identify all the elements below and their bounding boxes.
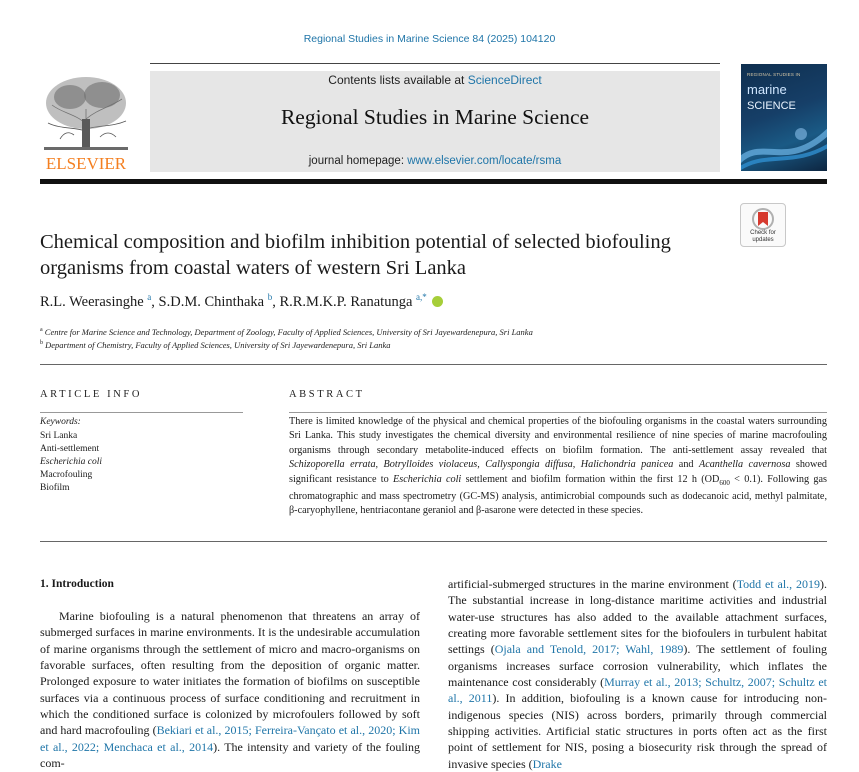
journal-homepage bbox=[150, 155, 720, 167]
keyword-list bbox=[40, 430, 102, 495]
citation-link[interactable]: Bekiari et al., 2015; Ferreira-Vançato et al., 2020; Kim et al., 2022; Menchaca et al., 2014 bbox=[40, 723, 420, 754]
keywords-label: Keywords: bbox=[40, 417, 81, 427]
cover-title-science: SCIENCE bbox=[747, 100, 796, 112]
abstract-span: < 0.1). Following gas chromatographic and mass spectrometry (GC-MS) analysis, antimicrobial compounds such as dodecanoic acid, methyl palmitate, β-caryophyllene, hentriacontane geraniol and β-asarone were detected in these species. bbox=[289, 473, 827, 517]
publisher-wordmark: ELSEVIER bbox=[45, 154, 127, 173]
body-text: ). The settlement of fouling organisms increases surface corrosion vulnerability, which inflates the maintenance cost considerably ( bbox=[448, 642, 827, 690]
keyword-item: Sri Lanka bbox=[40, 431, 78, 441]
section-divider bbox=[40, 364, 827, 365]
keyword-item: Macrofouling bbox=[40, 470, 93, 480]
species-name: Schizoporella errata, Botrylloides violaceus, Callyspongia diffusa, Halichondria panicea bbox=[289, 459, 674, 471]
elsevier-logo bbox=[40, 69, 132, 173]
author-affil-marker[interactable]: b bbox=[267, 292, 273, 302]
sciencedirect-link[interactable]: ScienceDirect bbox=[467, 73, 542, 87]
abstract-text bbox=[289, 415, 827, 519]
article-info-rule bbox=[40, 412, 243, 413]
intro-left-column bbox=[40, 608, 420, 771]
author-affil-marker[interactable]: a bbox=[147, 292, 152, 302]
affiliation bbox=[40, 340, 391, 350]
check-for-updates-label: Check for updates bbox=[750, 230, 776, 243]
contents-prefix: Contents lists available at bbox=[328, 73, 468, 87]
keyword-item: Biofilm bbox=[40, 483, 70, 493]
body-text: ). In addition, biofouling is a known cause for introducing non-indigenous species (NIS) across borders, primarily through commercial shipping activities. Artificial static structures in ports often act as the first point of settlement for NIS, posing a biosecurity risk through the spread of invasive species ( bbox=[448, 691, 827, 771]
article-info-heading: ARTICLE INFO bbox=[40, 389, 143, 400]
citation-link[interactable]: Murray et al., 2013; Schultz, 2007; Schultz et al., 2011 bbox=[448, 675, 827, 706]
body-text: ). The intensity and variety of the fouling com- bbox=[40, 739, 421, 771]
orcid-icon[interactable] bbox=[432, 296, 443, 307]
author-separator: , bbox=[272, 294, 280, 310]
header-top-rule bbox=[150, 63, 720, 64]
species-name: Acanthella cavernosa bbox=[698, 459, 791, 471]
keyword-item: Escherichia coli bbox=[40, 457, 102, 467]
header-thick-rule bbox=[40, 179, 827, 184]
check-for-updates-button[interactable] bbox=[740, 203, 786, 247]
journal-title: Regional Studies in Marine Science bbox=[280, 105, 590, 129]
abstract-span: and bbox=[673, 459, 699, 471]
journal-citation[interactable]: Regional Studies in Marine Science 84 (2025) 104120 bbox=[303, 33, 556, 45]
body-text: Marine biofouling is a natural phenomenon that threatens an array of submerged surfaces in marine environments. It is the undesirable accumulation of marine organisms through the settlement of micro and macro-organisms on favorable surfaces, often resulting from the deposition of organic matter. Prolonged exposure to water initiates the formation of biofilms on susceptible surfaces via a continuous process of surface conditioning and recruitment in which the conditioned surface is colonized by microfoulers followed by soft and hard macrofouling ( bbox=[40, 609, 420, 738]
intro-right-column bbox=[448, 576, 827, 772]
contents-line bbox=[150, 73, 720, 87]
cover-art bbox=[741, 114, 827, 171]
author-separator: , bbox=[151, 294, 159, 310]
cover-subtitle: REGIONAL STUDIES IN bbox=[747, 72, 801, 77]
section-divider bbox=[40, 541, 827, 542]
author-name[interactable]: R.R.M.K.P. Ranatunga bbox=[279, 294, 413, 310]
affiliation-marker: b bbox=[40, 340, 43, 346]
author-list bbox=[40, 294, 443, 311]
affiliation-text: Centre for Marine Science and Technology, Department of Zoology, Faculty of Applied Sciences, University of Sri Jayewardenepura, Sri Lanka bbox=[44, 327, 533, 337]
journal-cover[interactable] bbox=[741, 64, 827, 171]
od-subscript: 600 bbox=[719, 478, 730, 487]
citation-link[interactable]: Drake bbox=[532, 756, 562, 771]
cover-title-marine: marine bbox=[747, 82, 787, 97]
species-name: Escherichia coli bbox=[393, 473, 462, 485]
affiliation bbox=[40, 327, 533, 337]
affiliation-marker: a bbox=[40, 327, 43, 333]
homepage-prefix: journal homepage: bbox=[308, 155, 408, 167]
citation-link[interactable]: Ojala and Tenold, 2017; Wahl, 1989 bbox=[494, 642, 684, 657]
author-affil-marker[interactable]: a,* bbox=[416, 292, 427, 302]
abstract-rule bbox=[289, 412, 827, 413]
keyword-item: Anti-settlement bbox=[40, 444, 100, 454]
homepage-link[interactable]: www.elsevier.com/locate/rsma bbox=[407, 155, 562, 167]
affiliation-text: Department of Chemistry, Faculty of Applied Sciences, University of Sri Jayewardenepura, Sri Lanka bbox=[45, 340, 391, 350]
abstract-span: settlement and biofilm formation within the first 12 h (OD bbox=[461, 473, 720, 485]
introduction-heading: 1. Introduction bbox=[40, 578, 114, 590]
abstract-heading: ABSTRACT bbox=[289, 389, 365, 400]
author-name[interactable]: R.L. Weerasinghe bbox=[40, 294, 144, 310]
body-text: artificial-submerged structures in the marine environment ( bbox=[448, 577, 737, 591]
author-name[interactable]: S.D.M. Chinthaka bbox=[158, 294, 265, 310]
citation-link[interactable]: Todd et al., 2019 bbox=[736, 577, 821, 591]
abstract-span: showed significant resistance to bbox=[289, 459, 827, 485]
abstract-span: There is limited knowledge of the physical and chemical properties of the biofouling organisms in the coastal waters surrounding Sri Lanka. This study investigates the chemical diversity and environmental resilience of nine species of marine macrofouling organisms through secondary metabolite-induced effects on biofilm formation. The anti-settlement assay revealed that bbox=[289, 416, 827, 456]
body-text: ). The substantial increase in long-distance maritime activities and industrial water-use structures has also added to the available attachment surfaces, creating more favorable settlement sites for the biofoulers in turbulent habitat settings ( bbox=[448, 577, 828, 657]
article-title: Chemical composition and biofilm inhibition potential of selected biofouling organisms from coastal waters of western Sri Lanka bbox=[40, 231, 671, 279]
